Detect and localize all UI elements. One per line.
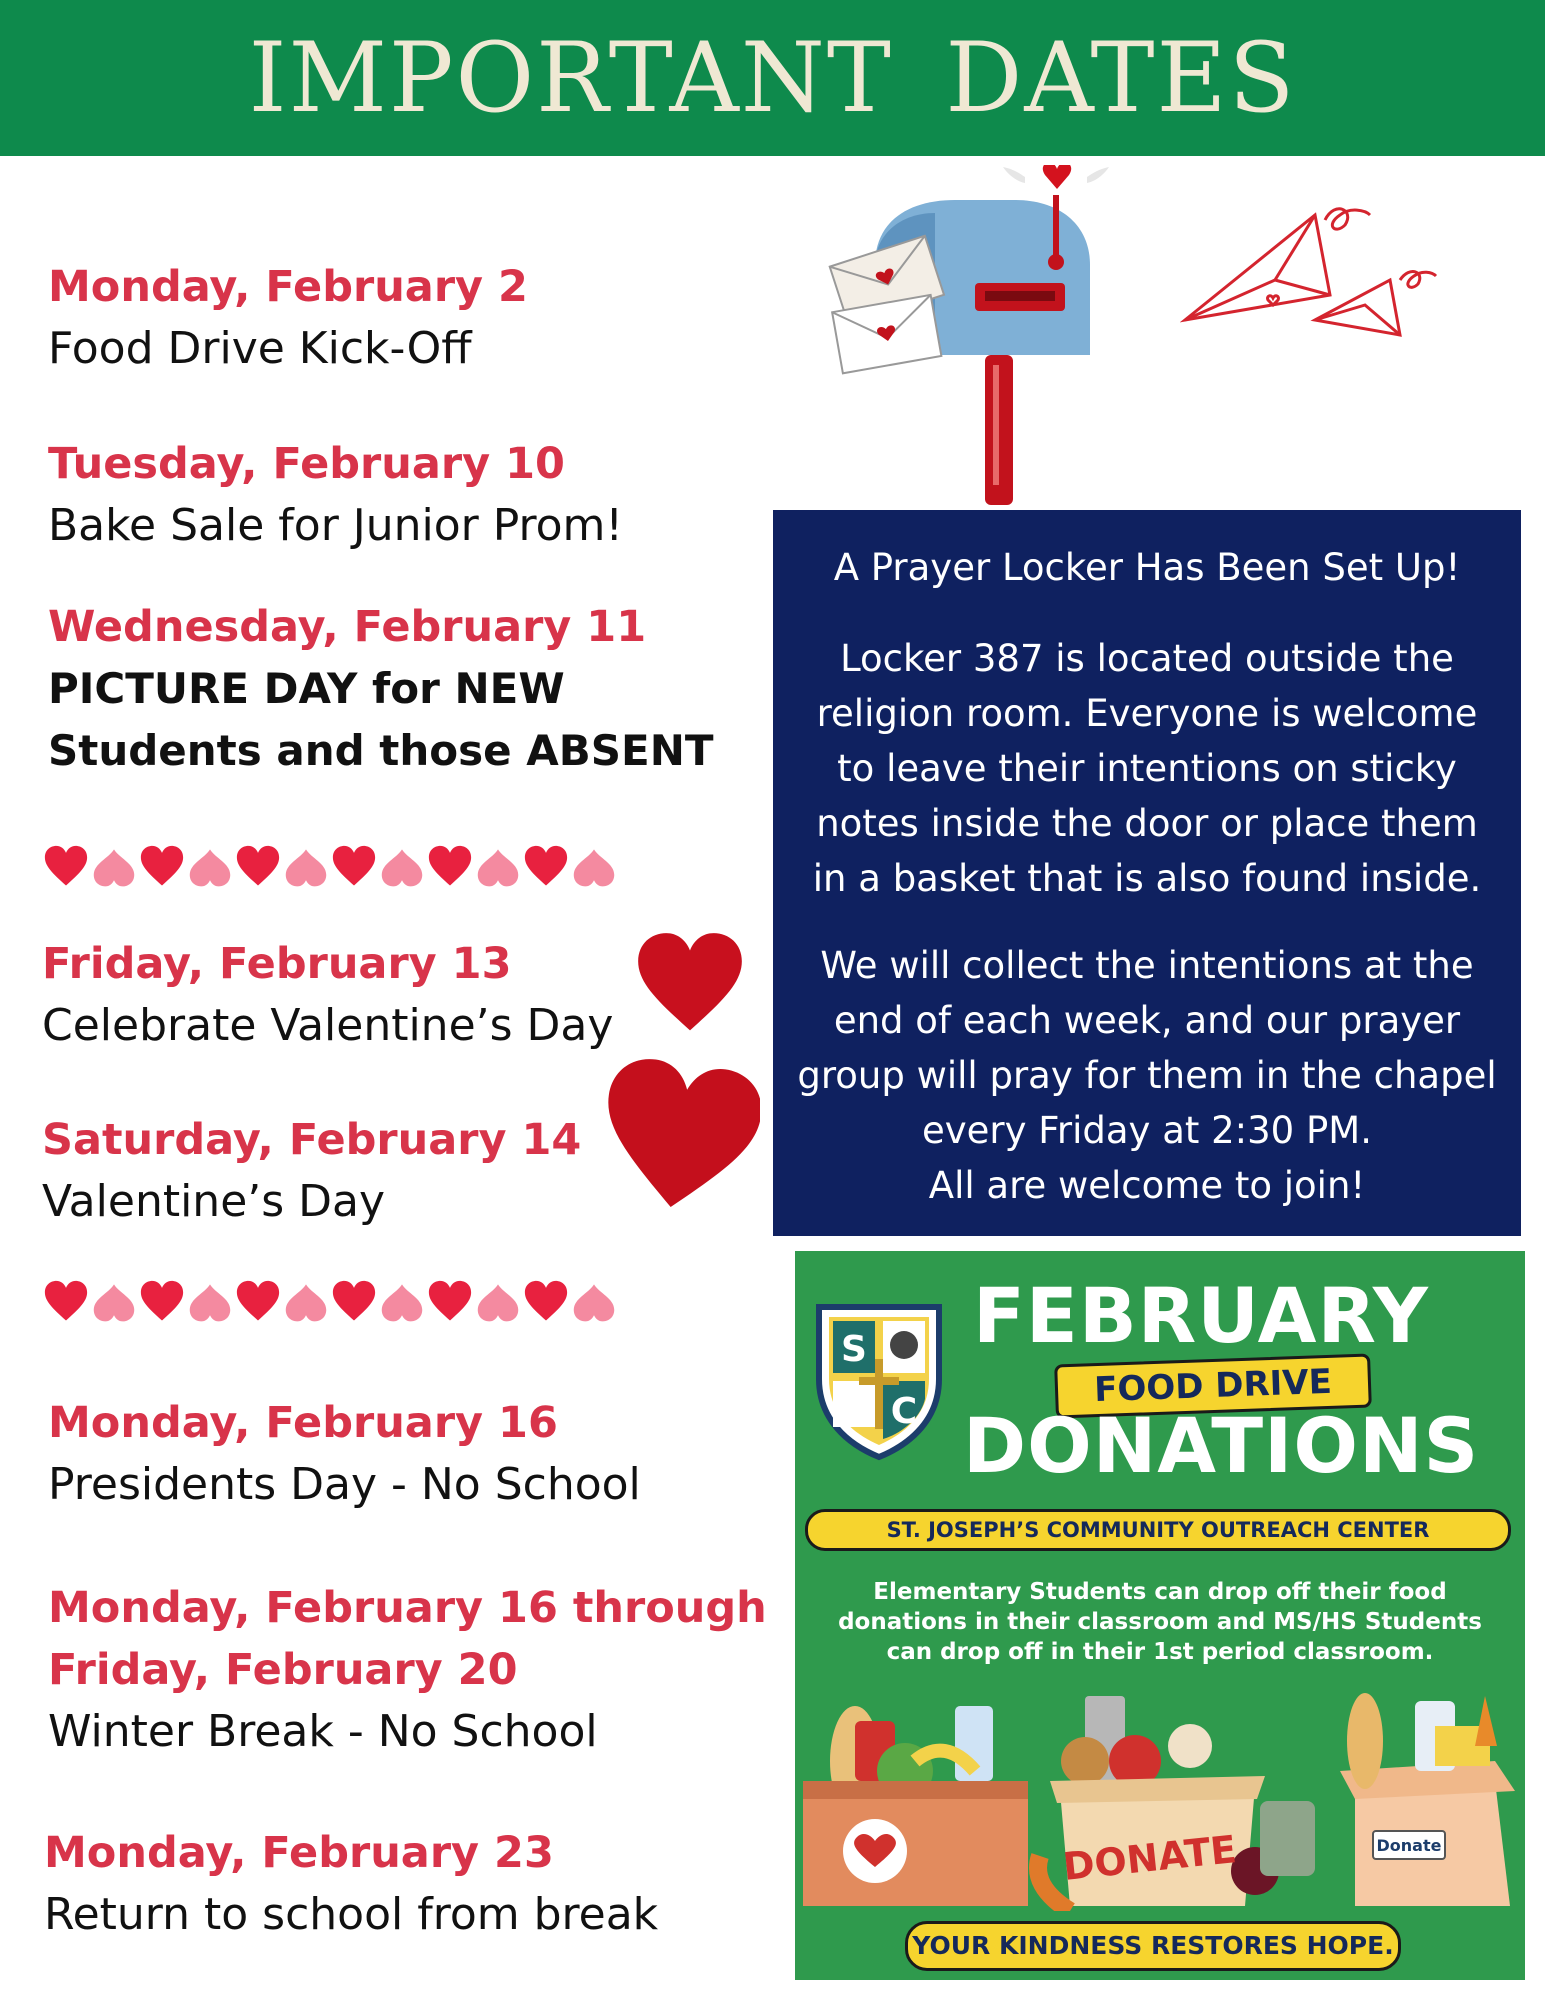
prayer-line: All are welcome to join!: [928, 1164, 1366, 1207]
food-drive-note: [805, 1577, 1515, 1667]
hearts-divider: [44, 845, 620, 889]
small-heart-icon: [428, 845, 472, 889]
school-shield-icon: [811, 1299, 947, 1461]
note-line: donations in their classroom and MS/HS Students: [838, 1609, 1482, 1635]
prayer-line: end of each week, and our prayer: [833, 999, 1461, 1042]
event-item: [42, 933, 613, 1057]
event-item: [48, 596, 714, 782]
event-date: Friday, February 20: [48, 1645, 518, 1695]
event-date: Monday, February 2: [48, 262, 528, 312]
prayer-line: religion room. Everyone is welcome: [816, 692, 1478, 735]
prayer-line: notes inside the door or place them: [816, 802, 1478, 845]
small-heart-icon: [572, 1280, 616, 1324]
event-text: Return to school from break: [44, 1889, 659, 1940]
event-text: Presidents Day - No School: [48, 1459, 641, 1510]
event-date: Saturday, February 14: [42, 1115, 582, 1165]
prayer-line: to leave their intentions on sticky: [837, 747, 1457, 790]
prayer-line: every Friday at 2:30 PM.: [922, 1109, 1372, 1152]
event-text: Valentine’s Day: [42, 1176, 386, 1227]
event-text: Bake Sale for Junior Prom!: [48, 500, 624, 551]
small-heart-icon: [188, 845, 232, 889]
event-date: Wednesday, February 11: [48, 602, 647, 652]
event-text: Winter Break - No School: [48, 1706, 598, 1757]
small-heart-icon: [188, 1280, 232, 1324]
small-heart-icon: [140, 1280, 184, 1324]
red-heart-icon: [636, 930, 744, 1040]
small-heart-icon: [524, 845, 568, 889]
event-date: Tuesday, February 10: [48, 439, 565, 489]
small-heart-icon: [284, 1280, 328, 1324]
event-text: Celebrate Valentine’s Day: [42, 1000, 614, 1051]
event-item: [44, 1822, 658, 1946]
note-line: Elementary Students can drop off their food: [873, 1579, 1447, 1605]
food-drive-donations: DONATIONS: [963, 1401, 1480, 1490]
event-item: [48, 1577, 767, 1763]
event-text: PICTURE DAY for NEW: [48, 664, 565, 713]
outreach-center-label: ST. JOSEPH’S COMMUNITY OUTREACH CENTER: [805, 1509, 1511, 1551]
event-date: Friday, February 13: [42, 939, 512, 989]
paper-airplane-icon: [1180, 195, 1480, 350]
page-title: IMPORTANT DATES: [248, 22, 1297, 134]
event-item: [48, 256, 528, 380]
event-item: [48, 1392, 641, 1516]
small-heart-icon: [92, 845, 136, 889]
food-drive-label: FOOD DRIVE: [1054, 1354, 1372, 1419]
food-drive-flyer: [795, 1251, 1525, 1980]
small-heart-icon: [332, 1280, 376, 1324]
small-heart-icon: [140, 845, 184, 889]
small-heart-icon: [380, 845, 424, 889]
small-heart-icon: [92, 1280, 136, 1324]
small-heart-icon: [236, 845, 280, 889]
event-date: Monday, February 16 through: [48, 1583, 767, 1633]
shield-letter: C: [890, 1391, 918, 1432]
donation-boxes-icon: [795, 1691, 1525, 1911]
prayer-line: group will pray for them in the chapel: [797, 1054, 1497, 1097]
small-heart-icon: [524, 1280, 568, 1324]
shield-letter: S: [841, 1329, 867, 1370]
donate-box-small-label: Donate: [1376, 1836, 1442, 1855]
small-heart-icon: [476, 845, 520, 889]
prayer-line: We will collect the intentions at the: [820, 944, 1474, 987]
prayer-line: in a basket that is also found inside.: [812, 857, 1482, 900]
red-heart-icon: [600, 1058, 760, 1223]
small-heart-icon: [236, 1280, 280, 1324]
mailbox-icon: [815, 165, 1125, 505]
donate-box-label: DONATE: [1060, 1827, 1239, 1889]
small-heart-icon: [476, 1280, 520, 1324]
prayer-line: Locker 387 is located outside the: [840, 637, 1454, 680]
food-drive-footer: YOUR KINDNESS RESTORES HOPE.: [905, 1921, 1401, 1971]
event-date: Monday, February 16: [48, 1398, 558, 1448]
food-drive-month: FEBRUARY: [973, 1271, 1429, 1360]
small-heart-icon: [332, 845, 376, 889]
small-heart-icon: [44, 845, 88, 889]
hearts-divider: [44, 1280, 620, 1324]
prayer-paragraph: [773, 631, 1521, 906]
prayer-paragraph: [773, 938, 1521, 1213]
event-text: Food Drive Kick-Off: [48, 323, 472, 374]
header-banner: [0, 0, 1545, 156]
event-item: [48, 433, 623, 557]
small-heart-icon: [428, 1280, 472, 1324]
event-item: [42, 1109, 581, 1233]
small-heart-icon: [572, 845, 616, 889]
prayer-title: A Prayer Locker Has Been Set Up!: [833, 546, 1461, 589]
small-heart-icon: [284, 845, 328, 889]
event-text: Students and those ABSENT: [48, 726, 714, 775]
small-heart-icon: [380, 1280, 424, 1324]
note-line: can drop off in their 1st period classroom.: [886, 1639, 1434, 1665]
event-date: Monday, February 23: [44, 1828, 554, 1878]
small-heart-icon: [44, 1280, 88, 1324]
prayer-locker-panel: [773, 510, 1521, 1236]
